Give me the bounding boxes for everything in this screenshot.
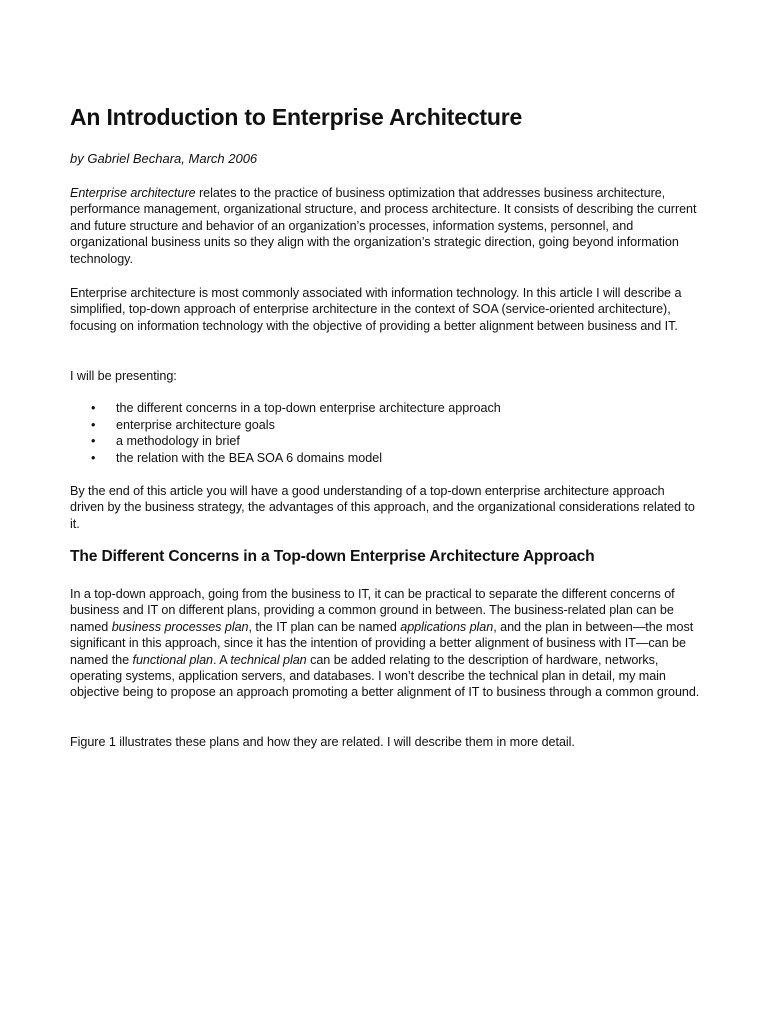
context-paragraph: Enterprise architecture is most commonly associated with information technology. In this article I will describe a simplified, top-down approach of enterprise architecture in the context of SOA (service-oriented architecture), focusing on information technology with the objective of providing a better alignment between business and IT. — [70, 286, 682, 333]
bullet-icon: • — [91, 450, 96, 465]
emphasized-term: functional plan — [132, 652, 213, 667]
bullet-icon: • — [91, 417, 96, 432]
concerns-paragraph — [70, 586, 700, 701]
document-title: An Introduction to Enterprise Architecture — [70, 104, 523, 130]
list-item-text: the relation with the BEA SOA 6 domains model — [116, 450, 383, 465]
list-item-text: a methodology in brief — [116, 434, 240, 449]
list-item — [70, 400, 501, 417]
presenting-paragraph: I will be presenting: — [70, 369, 177, 383]
list-item — [70, 450, 501, 467]
emphasized-term: technical plan — [230, 652, 307, 667]
paragraph-text: , and the plan in between—the most significant in this approach, since it has the intention of providing a better alignment of business with IT—can be named the — [70, 619, 694, 667]
paragraph-text: , the IT plan can be named — [248, 619, 401, 634]
intro-text: relates to the practice of business optimization that addresses business architecture, performance management, organizational structure, and process architecture. It consists of describing the current and future structure and behavior of an organization’s processes, information systems, personnel, and organizational business units so they align with the organization’s strategic direction, going beyond information technology. — [70, 186, 697, 266]
list-item — [70, 433, 501, 450]
topics-list — [70, 400, 501, 466]
figure-reference-paragraph: Figure 1 illustrates these plans and how they are related. I will describe them in more detail. — [70, 735, 575, 749]
list-item-text: enterprise architecture goals — [116, 417, 275, 432]
paragraph-text: can be added relating to the description of hardware, networks, operating systems, application servers, and databases. I won’t describe the technical plan in detail, my main objective being to propose an approach promoting a better alignment of IT to business through a common ground. — [70, 652, 700, 700]
author-byline: by Gabriel Bechara, March 2006 — [70, 151, 258, 166]
emphasized-term: business processes plan — [111, 619, 249, 634]
emphasized-term: applications plan — [400, 619, 494, 634]
paragraph-text: In a top-down approach, going from the business to IT, it can be practical to separate the different concerns of business and IT on different plans, providing a common ground in between. The business-related plan can be named — [70, 587, 675, 634]
intro-term: Enterprise architecture — [70, 186, 196, 200]
list-item — [70, 417, 501, 434]
bullet-icon: • — [91, 401, 96, 415]
list-item-text: the different concerns in a top-down enterprise architecture approach — [116, 401, 501, 415]
intro-paragraph — [70, 185, 700, 267]
bullet-icon: • — [91, 434, 96, 449]
paragraph-text: . A — [213, 652, 231, 667]
summary-paragraph: By the end of this article you will have a good understanding of a top-down enterprise architecture approach driven by the business strategy, the advantages of this approach, and the organizational considerations related to it. — [70, 484, 695, 531]
section-heading: The Different Concerns in a Top-down Enterprise Architecture Approach — [70, 548, 595, 565]
